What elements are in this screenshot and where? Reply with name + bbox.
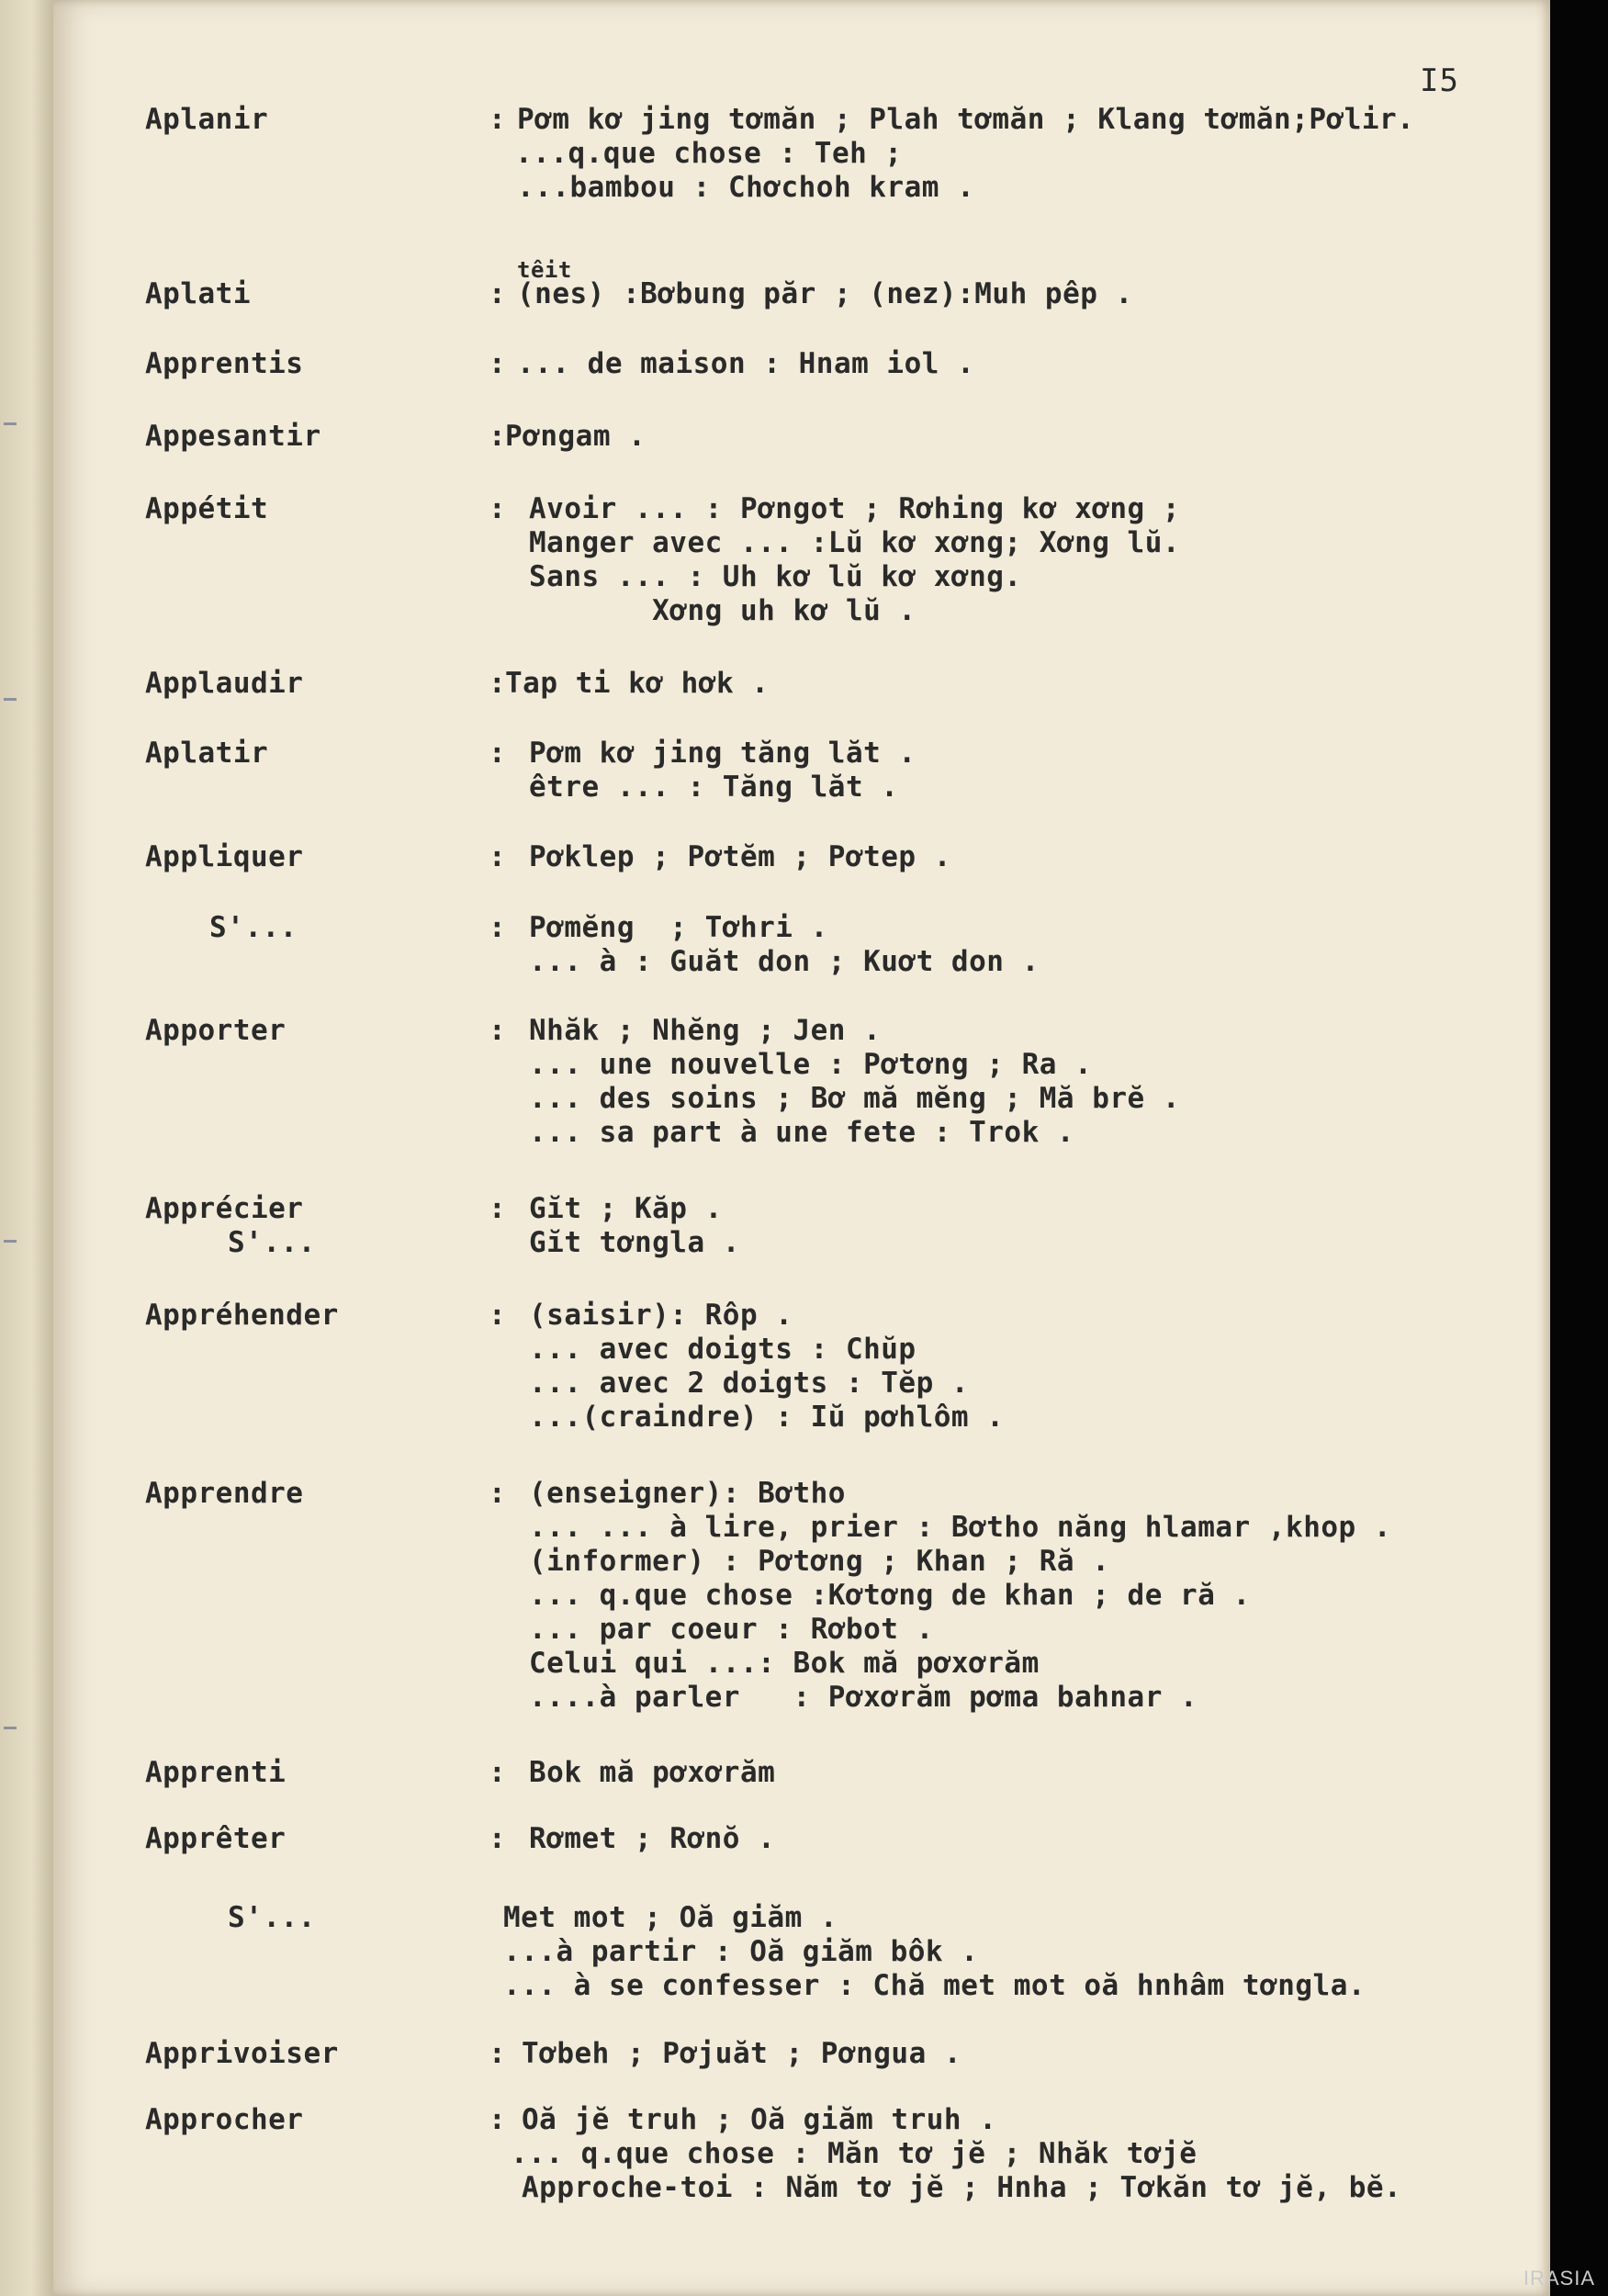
headword: Applaudir	[145, 667, 304, 700]
headword: Appesantir	[145, 420, 321, 453]
definitions	[529, 1756, 775, 1790]
definitions	[505, 667, 769, 701]
ink-mark	[4, 1727, 17, 1729]
headword: S'...	[228, 1901, 316, 1934]
colon: :	[489, 347, 506, 380]
definition-line: Nhăk ; Nhĕng ; Jen .	[529, 1014, 882, 1047]
headword: Apprenti	[145, 1756, 287, 1789]
definition-line: être ... : Tăng lăt .	[529, 771, 899, 804]
headword: Apprendre	[145, 1477, 304, 1510]
definition-line: Tơbeh ; Pơjuăt ; Pơngua .	[522, 2037, 962, 2070]
previous-page-edge	[0, 0, 57, 2296]
definition-line: (informer) : Pơtơng ; Khan ; Ră .	[529, 1545, 1110, 1578]
definitions	[511, 2103, 1402, 2205]
headword: Appétit	[145, 492, 269, 525]
ink-mark	[4, 422, 17, 425]
definition-line: Gĭt ; Kăp .	[529, 1192, 723, 1225]
definition-line: ... des soins ; Bơ mă mĕng ; Mă brĕ .	[529, 1082, 1181, 1115]
definitions	[529, 1014, 1180, 1150]
headword: S'...	[209, 911, 298, 944]
colon: :	[489, 1192, 506, 1225]
definitions	[529, 1192, 740, 1260]
definition-line: ...bambou : Chơchoh kram .	[517, 171, 975, 204]
definition-line: ... q.que chose : Măn tơ jĕ ; Nhăk tơjĕ	[511, 2137, 1198, 2170]
definition-line: ... par coeur : Rơbot .	[529, 1613, 934, 1646]
colon: :	[489, 737, 506, 770]
headword: Appréhender	[145, 1299, 339, 1332]
definition-line: ...q.que chose : Teh ;	[515, 137, 903, 170]
headword: Aplatir	[145, 737, 269, 770]
definition-line: Avoir ... : Pơngot ; Rơhing kơ xơng ;	[529, 492, 1181, 525]
definitions	[517, 103, 1414, 205]
definition-line: Met mot ; Oă giăm .	[503, 1901, 838, 1934]
definition-line: ... avec doigts : Chŭp	[529, 1333, 916, 1366]
definition-line: ... à : Guăt don ; Kuơt don .	[529, 945, 1040, 978]
definition-line: Pơngam .	[505, 420, 647, 453]
colon: :	[489, 1014, 506, 1047]
definitions	[529, 492, 1180, 628]
headword: Aplati	[145, 277, 251, 310]
definition-line: Pơm kơ jing tơmăn ; Plah tơmăn ; Klang tơmăn;Pơlir.	[517, 103, 1415, 136]
colon: :	[489, 420, 506, 453]
definitions	[529, 1299, 1004, 1435]
headword: Apprécier	[145, 1192, 304, 1225]
colon: :	[489, 2103, 506, 2136]
definition-line: ...à partir : Oă giăm bôk .	[503, 1935, 979, 1968]
headword: Appliquer	[145, 840, 304, 873]
subheadword: S'...	[228, 1226, 316, 1259]
definitions	[517, 277, 1133, 311]
definitions	[529, 737, 916, 805]
definition-line: ... q.que chose :Kơtơng de khan ; de ră .	[529, 1579, 1251, 1612]
definition-line: ...(craindre) : Iŭ pơhlôm .	[529, 1401, 1005, 1434]
definition-line: ... une nouvelle : Pơtơng ; Ra .	[529, 1048, 1093, 1081]
ink-mark	[4, 1240, 17, 1243]
definition-line: (enseigner): Bơtho	[529, 1477, 846, 1510]
colon: :	[489, 277, 506, 310]
definition-line: ... de maison : Hnam iol .	[517, 347, 975, 380]
definition-line: ... avec 2 doigts : Tĕp .	[529, 1367, 970, 1400]
watermark: IRASIA	[1523, 2267, 1595, 2290]
definition-line: Gĭt tơngla .	[529, 1226, 740, 1259]
colon: :	[489, 1299, 506, 1332]
definition-line: Bok mă pơxơrăm	[529, 1756, 776, 1789]
page-number: I5	[1420, 62, 1459, 99]
definition-line: Tap ti kơ hơk .	[505, 667, 770, 700]
colon: :	[489, 840, 506, 873]
superscript-correction: têit	[517, 257, 572, 283]
definitions	[529, 840, 951, 874]
definition-line: Sans ... : Uh kơ lŭ kơ xơng.	[529, 560, 1022, 593]
headword: Aplanir	[145, 103, 269, 136]
definitions	[517, 347, 974, 381]
colon: :	[489, 103, 506, 136]
definition-line: Manger avec ... :Lŭ kơ xơng; Xơng lŭ.	[529, 526, 1181, 559]
definition-line: Pơklep ; Pơtĕm ; Pơtep .	[529, 840, 951, 873]
definition-line: Pơmĕng ; Tơhri .	[529, 911, 828, 944]
colon: :	[489, 911, 506, 944]
definitions	[529, 911, 1040, 979]
colon: :	[489, 667, 506, 700]
definition-line: ... à se confesser : Chă met mot oă hnhâm tơngla.	[503, 1969, 1366, 2002]
definitions	[503, 1901, 1366, 2003]
definitions	[522, 2037, 961, 2071]
headword: Apprêter	[145, 1822, 287, 1855]
definitions	[529, 1822, 775, 1856]
definitions	[529, 1477, 1391, 1715]
definition-line: Approche-toi : Năm tơ jĕ ; Hnha ; Tơkăn tơ jĕ, bĕ.	[522, 2171, 1402, 2204]
headword: Apporter	[145, 1014, 287, 1047]
definition-line: Xơng uh kơ lŭ .	[529, 594, 916, 627]
colon: :	[489, 2037, 506, 2070]
headword: Apprivoiser	[145, 2037, 339, 2070]
definition-line: ....à parler : Pơxơrăm pơma bahnar .	[529, 1681, 1198, 1714]
definition-line: (saisir): Rôp .	[529, 1299, 793, 1332]
definition-line: Rơmet ; Rơnŏ .	[529, 1822, 776, 1855]
definition-line: ... sa part à une fete : Trok .	[529, 1116, 1075, 1149]
definition-line: ... ... à lire, prier : Bơtho năng hlamar ,khop .	[529, 1511, 1392, 1544]
definition-line: (nes) :Bơbung păr ; (nez):Muh pêp .	[517, 277, 1133, 310]
definition-line: Pơm kơ jing tăng lăt .	[529, 737, 916, 770]
colon: :	[489, 492, 506, 525]
colon: :	[489, 1477, 506, 1510]
definitions	[505, 420, 646, 454]
headword: Apprentis	[145, 347, 304, 380]
definition-line: Oă jĕ truh ; Oă giăm truh .	[522, 2103, 997, 2136]
ink-mark	[4, 698, 17, 701]
definition-line: Celui qui ...: Bok mă pơxơrăm	[529, 1647, 1040, 1680]
colon: :	[489, 1822, 506, 1855]
headword: Approcher	[145, 2103, 304, 2136]
dictionary-page	[53, 0, 1550, 2296]
colon: :	[489, 1756, 506, 1789]
